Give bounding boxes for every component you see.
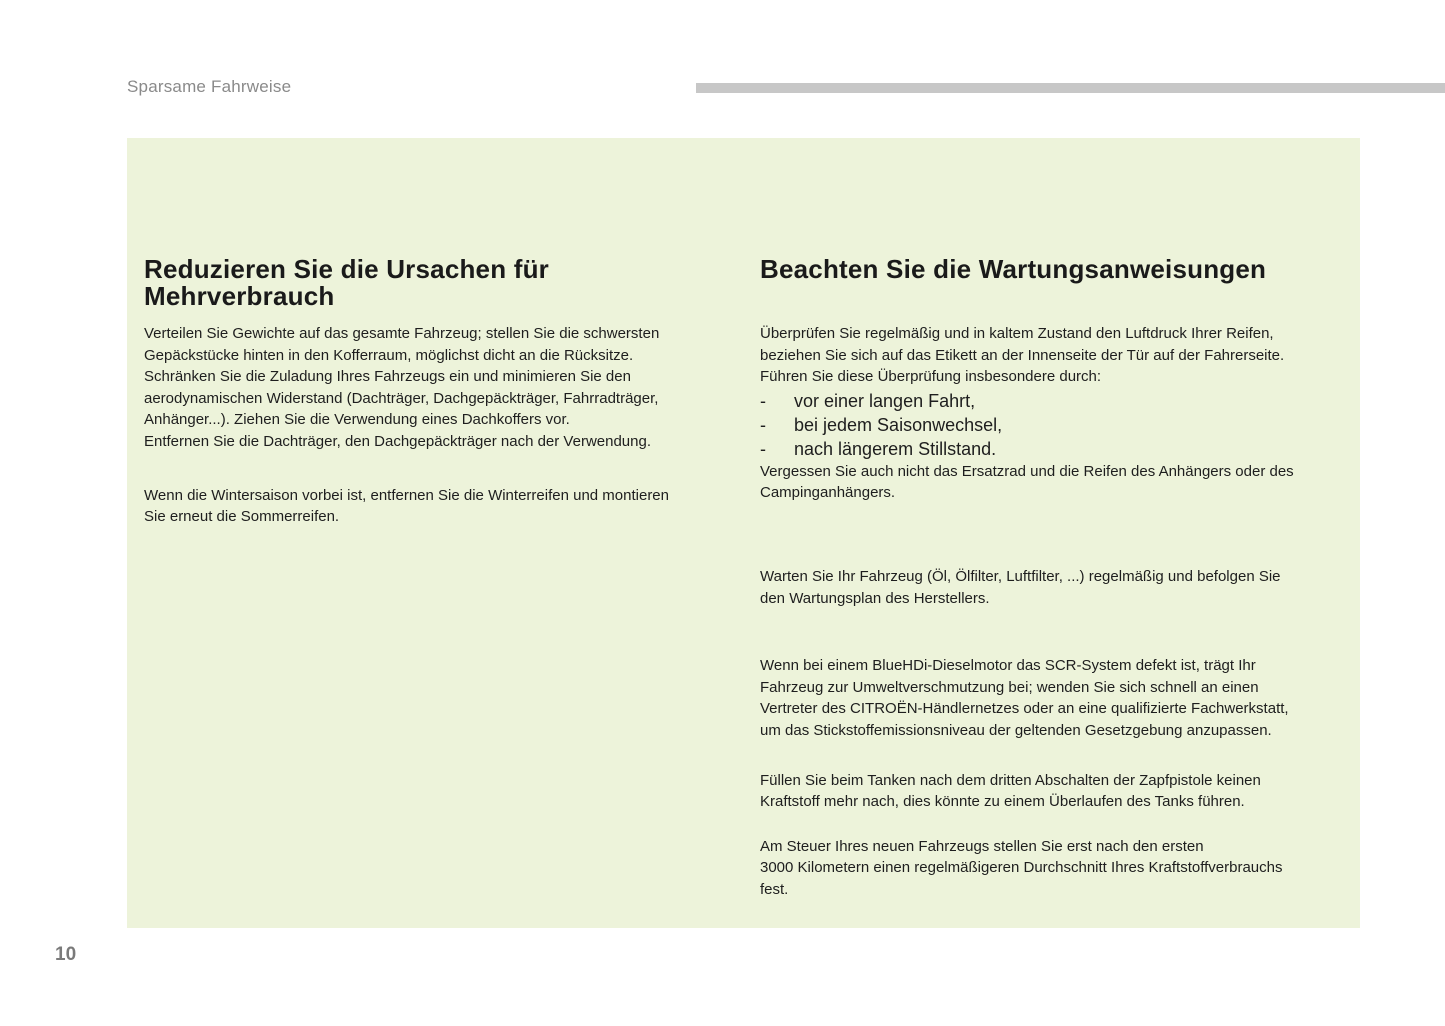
right-paragraph-5	[760, 770, 1345, 813]
text-line: aerodynamischen Widerstand (Dachträger, Dachgepäckträger, Fahrradträger,	[144, 389, 659, 407]
right-paragraph-2	[760, 461, 1345, 504]
right-paragraph-3	[760, 566, 1345, 609]
text-line: Schränken Sie die Zuladung Ihres Fahrzeugs ein und minimieren Sie den	[144, 368, 631, 386]
page-number: 10	[55, 944, 77, 965]
list-dash: -	[760, 438, 766, 459]
list-dash: -	[760, 390, 766, 411]
text-line: Überprüfen Sie regelmäßig und in kaltem Zustand den Luftdruck Ihrer Reifen,	[760, 325, 1274, 342]
text-line: Fahrzeug zur Umweltverschmutzung bei; wenden Sie sich schnell an einen	[760, 678, 1259, 696]
text-line: Am Steuer Ihres neuen Fahrzeugs stellen Sie erst nach den ersten	[760, 837, 1204, 855]
text-line: Füllen Sie beim Tanken nach dem dritten Abschalten der Zapfpistole keinen	[760, 771, 1261, 789]
text-line: Vergessen Sie auch nicht das Ersatzrad und die Reifen des Anhängers oder des	[760, 462, 1294, 480]
list-item-text: vor einer langen Fahrt,	[794, 390, 976, 411]
header-bar	[696, 83, 1445, 93]
text-line: Gepäckstücke hinten in den Kofferraum, möglichst dicht an die Rücksitze.	[144, 346, 634, 364]
text-line: Kraftstoff mehr nach, dies könnte zu einem Überlaufen des Tanks führen.	[760, 793, 1245, 811]
text-line: Wenn bei einem BlueHDi-Dieselmotor das SCR-System defekt ist, trägt Ihr	[760, 657, 1256, 675]
text-line: fest.	[760, 880, 789, 898]
right-paragraph-4	[760, 655, 1345, 741]
list-item	[760, 437, 1345, 461]
check-occasions-list	[760, 389, 1345, 461]
text-line: Anhänger...). Ziehen Sie die Verwendung eines Dachkoffers vor.	[144, 411, 570, 429]
left-heading-line-2: Mehrverbrauch	[144, 281, 335, 311]
text-line: um das Stickstoffemissionsniveau der geltenden Gesetzgebung anzupassen.	[760, 721, 1272, 739]
list-item-text: nach längerem Stillstand.	[794, 438, 997, 459]
text-line: Sie erneut die Sommerreifen.	[144, 508, 340, 526]
text-line: den Wartungsplan des Herstellers.	[760, 589, 990, 607]
list-item	[760, 389, 1345, 413]
list-item-text: bei jedem Saisonwechsel,	[794, 414, 1003, 435]
text-line: Entfernen Sie die Dachträger, den Dachgepäckträger nach der Verwendung.	[144, 432, 651, 450]
text-line: Führen Sie diese Überprüfung insbesondere durch:	[760, 368, 1102, 386]
text-line: beziehen Sie sich auf das Etikett an der Innenseite der Tür auf der Fahrerseite.	[760, 346, 1285, 364]
right-paragraph-6	[760, 836, 1345, 901]
text-line: Campinganhängers.	[760, 484, 896, 502]
left-heading	[144, 256, 724, 310]
left-paragraph-2	[144, 485, 724, 528]
text-line: 3000 Kilometern einen regelmäßigeren Durchschnitt Ihres Kraftstoffverbrauchs	[760, 859, 1283, 877]
section-title: Sparsame Fahrweise	[127, 77, 292, 96]
left-paragraph-1	[144, 323, 724, 453]
right-paragraph-1	[760, 323, 1345, 388]
text-line: Verteilen Sie Gewichte auf das gesamte Fahrzeug; stellen Sie die schwersten	[144, 325, 660, 342]
text-line: Vertreter des CITROËN-Händlernetzes oder an eine qualifizierte Fachwerkstatt,	[760, 700, 1289, 718]
list-dash: -	[760, 414, 766, 435]
left-column	[144, 256, 724, 528]
left-heading-line-1: Reduzieren Sie die Ursachen für	[144, 254, 549, 284]
right-heading: Beachten Sie die Wartungsanweisungen	[760, 254, 1267, 284]
text-line: Wenn die Wintersaison vorbei ist, entfernen Sie die Winterreifen und montieren	[144, 486, 669, 504]
text-line: Warten Sie Ihr Fahrzeug (Öl, Ölfilter, Luftfilter, ...) regelmäßig und befolgen Sie	[760, 567, 1281, 585]
right-column	[760, 256, 1345, 901]
list-item	[760, 413, 1345, 437]
